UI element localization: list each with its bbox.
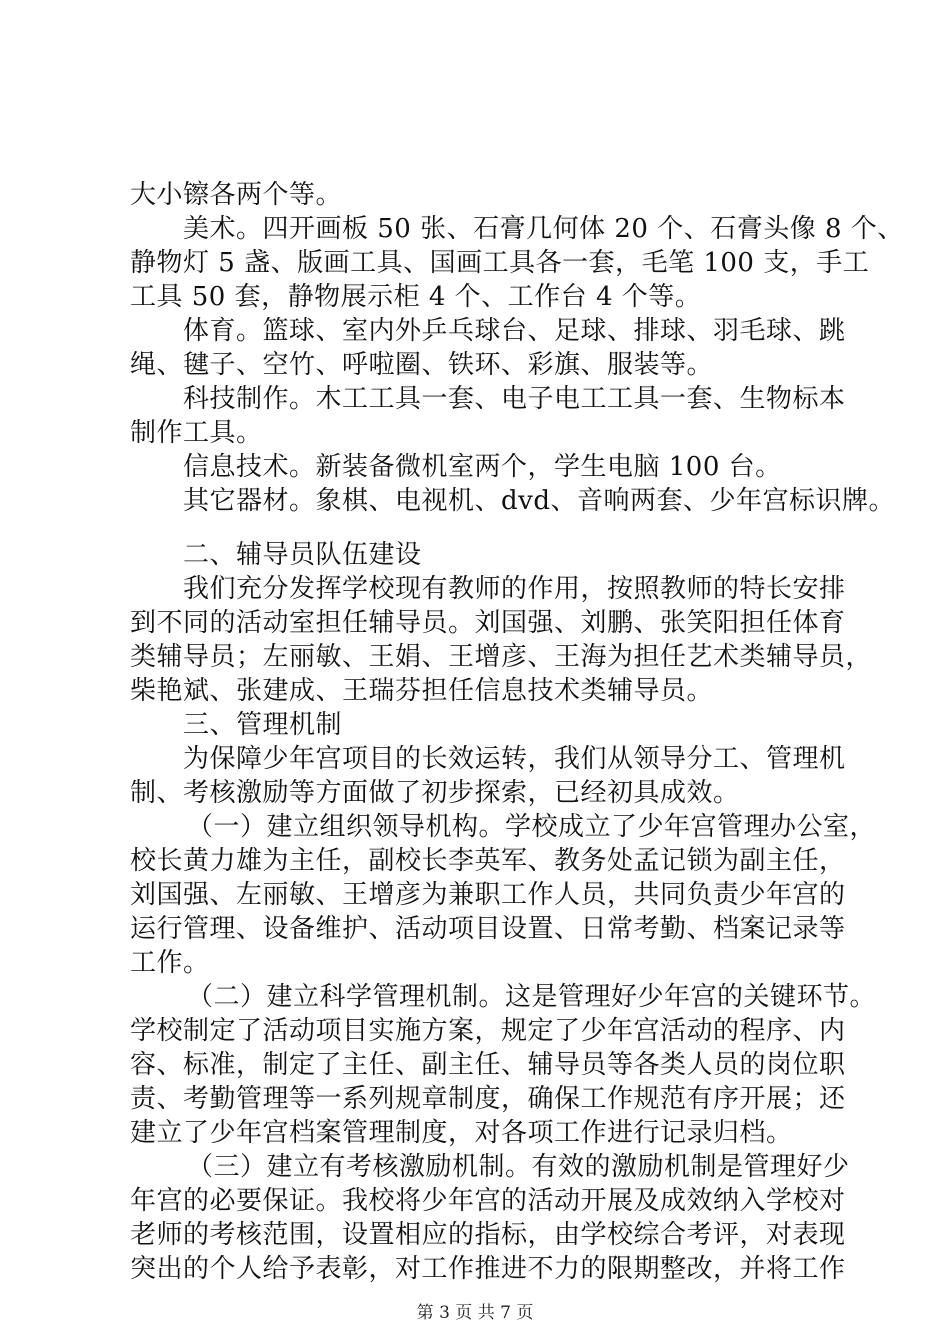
- section-heading: 三、管理机制: [183, 710, 343, 740]
- text-line: 工具 50 套，静物展示柜 4 个、工作台 4 个等。: [130, 282, 702, 312]
- page-footer: 第 3 页 共 7 页: [416, 1303, 534, 1323]
- text-line: 刘国强、左丽敏、王增彦为兼职工作人员，共同负责少年宫的: [130, 880, 846, 910]
- text-line: 建立了少年宫档案管理制度，对各项工作进行记录归档。: [130, 1118, 793, 1148]
- text-line: 制、考核激励等方面做了初步探索，已经初具成效。: [130, 778, 740, 808]
- text-line: 为保障少年宫项目的长效运转，我们从领导分工、管理机: [183, 744, 846, 774]
- text-line: 柴艳斌、张建成、王瑞芬担任信息技术类辅导员。: [130, 676, 714, 706]
- text-line: 其它器材。象棋、电视机、dvd、音响两套、少年宫标识牌。: [183, 486, 895, 516]
- text-line: （三）建立有考核激励机制。有效的激励机制是管理好少: [187, 1152, 850, 1182]
- text-line: 突出的个人给予表彰，对工作推进不力的限期整改，并将工作: [130, 1254, 846, 1284]
- text-line: 年宫的必要保证。我校将少年宫的活动开展及成效纳入学校对: [130, 1186, 846, 1216]
- section-heading: 二、辅导员队伍建设: [183, 540, 422, 570]
- text-line: （一）建立组织领导机构。学校成立了少年宫管理办公室，: [187, 812, 877, 842]
- text-line: 我们充分发挥学校现有教师的作用，按照教师的特长安排: [183, 574, 846, 604]
- text-line: 到不同的活动室担任辅导员。刘国强、刘鹏、张笑阳担任体育: [130, 608, 846, 638]
- text-line: 工作。: [130, 948, 210, 978]
- text-line: 老师的考核范围，设置相应的指标，由学校综合考评，对表现: [130, 1220, 846, 1250]
- text-line: 运行管理、设备维护、活动项目设置、日常考勤、档案记录等: [130, 914, 846, 944]
- text-line: 绳、毽子、空竹、呼啦圈、铁环、彩旗、服装等。: [130, 350, 714, 380]
- text-line: 体育。篮球、室内外乒乓球台、足球、排球、羽毛球、跳: [183, 316, 846, 346]
- text-line: 制作工具。: [130, 418, 263, 448]
- text-line: 容、标准，制定了主任、副主任、辅导员等各类人员的岗位职: [130, 1050, 846, 1080]
- text-line: 美术。四开画板 50 张、石膏几何体 20 个、石膏头像 8 个、: [183, 214, 904, 244]
- text-line: 信息技术。新装备微机室两个，学生电脑 100 台。: [183, 452, 782, 482]
- text-line: 静物灯 5 盏、版画工具、国画工具各一套，毛笔 100 支，手工: [130, 248, 870, 278]
- text-line: （二）建立科学管理机制。这是管理好少年宫的关键环节。: [187, 982, 877, 1012]
- text-line: 大小镲各两个等。: [130, 180, 343, 210]
- text-line: 校长黄力雄为主任，副校长李英军、教务处孟记锁为副主任，: [130, 846, 846, 876]
- text-line: 类辅导员；左丽敏、王娟、王增彦、王海为担任艺术类辅导员，: [130, 642, 873, 672]
- text-line: 科技制作。木工工具一套、电子电工工具一套、生物标本: [183, 384, 846, 414]
- text-line: 学校制定了活动项目实施方案，规定了少年宫活动的程序、内: [130, 1016, 846, 1046]
- text-line: 责、考勤管理等一系列规章制度，确保工作规范有序开展；还: [130, 1084, 846, 1114]
